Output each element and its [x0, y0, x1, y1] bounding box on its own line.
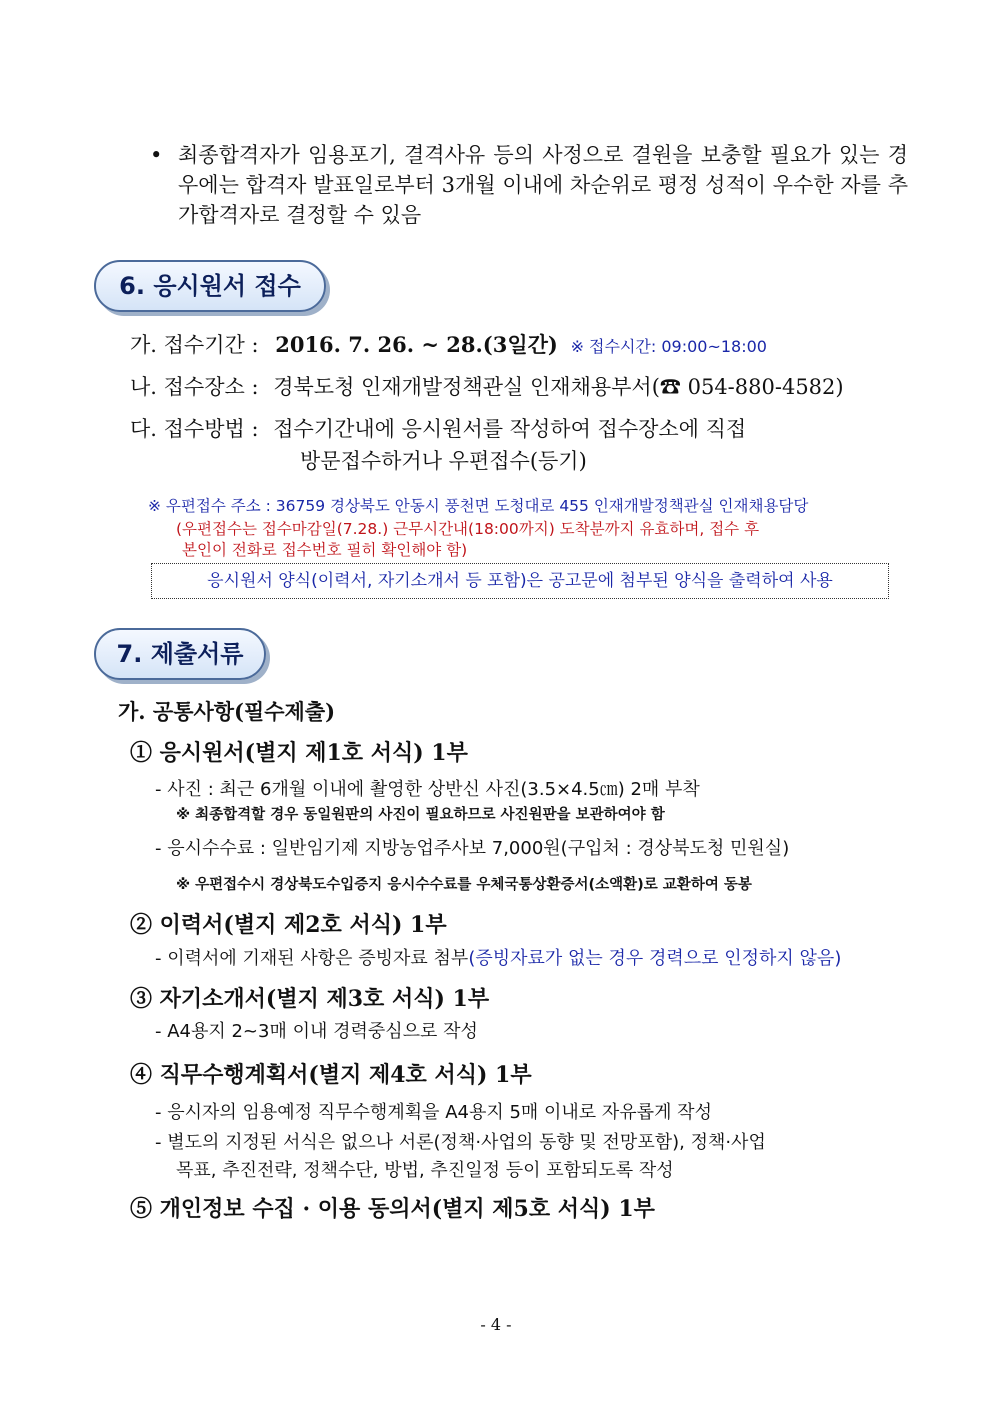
item-4-sub-2-line-2: 목표, 추진전략, 정책수단, 방법, 추진일정 등이 포함되도록 작성	[176, 1160, 674, 1181]
item-1-note-2: ※ 우편접수시 경상북도수입증지 응시수수료를 우체국통상환증서(소액환)로 교환하여 동봉	[176, 877, 752, 893]
item-4-sub-2-line-1: - 별도의 지정된 서식은 없으나 서론(정책·사업의 동향 및 전망포함), 정책·사업	[155, 1132, 766, 1153]
mail-red-line1: (우편접수는 접수마감일(7.28.) 근무시간내(18:00까지) 도착분까지 유효하며, 접수 후	[176, 520, 760, 538]
section-6-title	[94, 260, 326, 312]
period-label: 가. 접수기간 :	[130, 333, 259, 357]
mail-note: ※ 우편접수 주소 : 36759 경상북도 안동시 풍천면 도청대로 455 인재개발정책관실 인재채용담당	[148, 497, 809, 515]
form-notice-box	[151, 563, 889, 599]
item-2-sub-1	[155, 944, 841, 974]
method-line1: 접수기간내에 응시원서를 작성하여 접수장소에 직접	[273, 417, 747, 441]
bullet-dot: •	[150, 143, 163, 167]
mail-red-line2: 본인이 전화로 접수번호 필히 확인해야 함)	[182, 541, 468, 559]
item-4: ④ 직무수행계획서(별지 제4호 서식) 1부	[130, 1062, 532, 1088]
period-value: 2016. 7. 26. ~ 28.(3일간)	[275, 332, 558, 357]
form-notice-text: 응시원서 양식(이력서, 자기소개서 등 포함)은 공고문에 첨부된 양식을 출력하여 사용	[207, 571, 833, 591]
item-2-sub-1-blue: (증빙자료가 없는 경우 경력으로 인정하지 않음)	[468, 948, 842, 969]
method-label: 다. 접수방법 :	[130, 417, 259, 441]
place-row	[130, 372, 844, 402]
continuation-bullet-text: 최종합격자가 임용포기, 결격사유 등의 사정으로 결원을 보충할 필요가 있는 경우에는 합격자 발표일로부터 3개월 이내에 차순위로 평정 성적이 우수한 자를 추가합격자로 결정할 수 있음	[178, 143, 908, 227]
section-7-title-text: 7. 제출서류	[116, 640, 244, 668]
item-3-sub-1: - A4용지 2~3매 이내 경력중심으로 작성	[155, 1021, 478, 1042]
period-row	[130, 330, 767, 362]
period-note: ※ 접수시간: 09:00~18:00	[570, 337, 767, 356]
item-3: ③ 자기소개서(별지 제3호 서식) 1부	[130, 986, 490, 1012]
common-heading: 가. 공통사항(필수제출)	[118, 699, 336, 724]
method-row	[130, 414, 746, 444]
place-label: 나. 접수장소 :	[130, 375, 259, 399]
page-number: - 4 -	[480, 1315, 512, 1334]
section-7-title	[94, 628, 266, 680]
place-value: 경북도청 인재개발정책관실 인재채용부서(	[273, 375, 660, 399]
item-1-sub-2: - 응시수수료 : 일반임기제 지방농업주사보 7,000원(구입처 : 경상북도청 민원실)	[155, 838, 790, 859]
phone-icon: ☎	[659, 375, 681, 399]
item-2-sub-1-text: - 이력서에 기재된 사항은 증빙자료 첨부	[155, 948, 469, 969]
item-1-sub-1: - 사진 : 최근 6개월 이내에 촬영한 상반신 사진(3.5×4.5㎝) 2매 부착	[155, 779, 700, 800]
item-5: ⑤ 개인정보 수집 · 이용 동의서(별지 제5호 서식) 1부	[130, 1196, 655, 1222]
method-row-2	[300, 446, 587, 476]
item-1-note-1: ※ 최종합격할 경우 동일원판의 사진이 필요하므로 사진원판을 보관하여야 함	[176, 807, 665, 823]
phone-number: 054-880-4582)	[680, 375, 844, 399]
item-2: ② 이력서(별지 제2호 서식) 1부	[130, 912, 447, 938]
section-6-title-text: 6. 응시원서 접수	[119, 272, 301, 300]
method-line2: 방문접수하거나 우편접수(등기)	[300, 449, 587, 473]
item-1: ① 응시원서(별지 제1호 서식) 1부	[130, 740, 468, 766]
item-4-sub-1: - 응시자의 임용예정 직무수행계획을 A4용지 5매 이내로 자유롭게 작성	[155, 1102, 712, 1123]
